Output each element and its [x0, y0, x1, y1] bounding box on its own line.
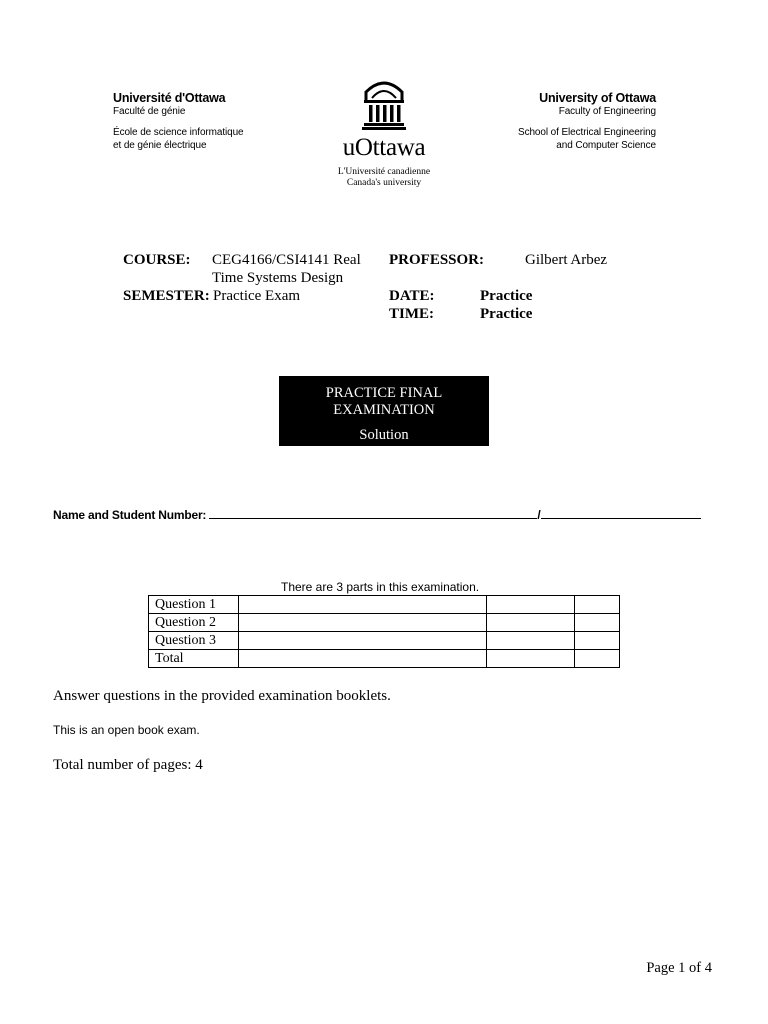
- score-cell: [487, 596, 575, 614]
- time-value: Practice: [480, 306, 533, 322]
- professor-label: PROFESSOR:: [389, 252, 485, 268]
- university-name-fr: Université d'Ottawa: [113, 91, 226, 105]
- score-cell: [575, 596, 620, 614]
- score-cell: [487, 632, 575, 650]
- name-blank-line[interactable]: [209, 506, 537, 519]
- instruction-booklets: Answer questions in the provided examination booklets.: [53, 688, 391, 704]
- date-label: DATE:: [389, 288, 435, 304]
- score-cell: [575, 632, 620, 650]
- university-name-en: University of Ottawa: [539, 91, 656, 105]
- name-student-number-field: [53, 506, 701, 522]
- score-cell: [239, 650, 487, 668]
- score-cell: [239, 632, 487, 650]
- header-right-block: [518, 91, 656, 152]
- instruction-page-count: Total number of pages: 4: [53, 757, 203, 773]
- logo-tagline-fr: L'Université canadienne: [337, 167, 431, 177]
- course-value-line2: Time Systems Design: [212, 270, 344, 286]
- banner-subtitle: Solution: [359, 427, 409, 443]
- row-label: Question 2: [149, 614, 239, 632]
- course-label: COURSE:: [123, 252, 191, 268]
- name-field-label: Name and Student Number:: [53, 508, 207, 522]
- table-row: [149, 614, 620, 632]
- score-table: [148, 595, 620, 668]
- school-name-fr-line2: et de génie électrique: [113, 140, 207, 151]
- score-cell: [575, 614, 620, 632]
- score-cell: [575, 650, 620, 668]
- row-label: Question 3: [149, 632, 239, 650]
- faculty-name-fr: Faculté de génie: [113, 106, 186, 117]
- university-logo: [328, 78, 440, 189]
- school-name-en-line2: and Computer Science: [556, 140, 656, 151]
- row-label: Total: [149, 650, 239, 668]
- score-cell: [239, 596, 487, 614]
- name-field-separator: /: [537, 508, 541, 522]
- banner-title-line2: EXAMINATION: [333, 402, 435, 418]
- school-name-en-line1: School of Electrical Engineering: [518, 127, 656, 138]
- logo-tagline-en: Canada's university: [346, 178, 422, 188]
- header-left-block: [113, 91, 244, 152]
- faculty-name-en: Faculty of Engineering: [558, 106, 656, 117]
- exam-title-banner: [279, 376, 489, 446]
- table-row: [149, 632, 620, 650]
- logo-wordmark: uOttawa: [342, 134, 426, 161]
- score-cell: [239, 614, 487, 632]
- table-row: [149, 650, 620, 668]
- student-number-blank-line[interactable]: [541, 506, 701, 519]
- semester-label: SEMESTER:: [123, 288, 210, 304]
- score-cell: [487, 614, 575, 632]
- university-building-icon: [362, 78, 406, 130]
- semester-value: Practice Exam: [213, 288, 301, 304]
- course-value-line1: CEG4166/CSI4141 Real: [212, 252, 361, 268]
- table-row: [149, 596, 620, 614]
- banner-title-line1: PRACTICE FINAL: [325, 385, 443, 401]
- instruction-open-book: This is an open book exam.: [53, 723, 200, 737]
- parts-intro: There are 3 parts in this examination.: [281, 580, 480, 594]
- page-number: Page 1 of 4: [646, 960, 712, 976]
- professor-value: Gilbert Arbez: [525, 252, 608, 268]
- date-value: Practice: [480, 288, 533, 304]
- time-label: TIME:: [389, 306, 434, 322]
- score-cell: [487, 650, 575, 668]
- row-label: Question 1: [149, 596, 239, 614]
- school-name-fr-line1: École de science informatique: [113, 127, 244, 138]
